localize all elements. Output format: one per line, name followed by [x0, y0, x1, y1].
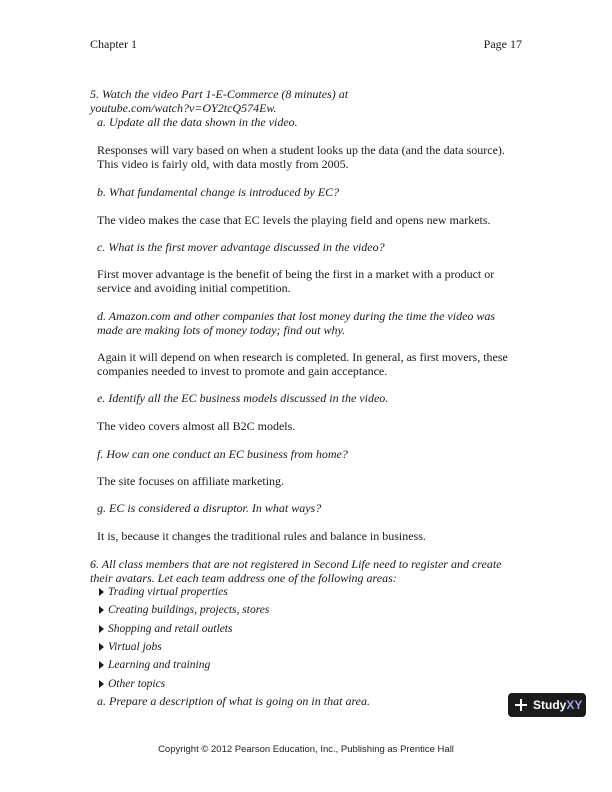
q5-line1: 5. Watch the video Part 1-E-Commerce (8 minutes) at — [90, 87, 349, 101]
list-item — [98, 659, 210, 671]
q5-d-2: made are making lots of money today; find out why. — [97, 323, 346, 337]
list-item-label: Other topics — [108, 678, 166, 690]
q5-a-answer-2: This video is fairly old, with data mostly from 2005. — [97, 157, 349, 171]
list-item-label: Learning and training — [108, 659, 211, 671]
q5-c-answer-1: First mover advantage is the benefit of being the first in a market with a product or — [97, 267, 495, 281]
arrow-bullet-icon — [98, 587, 106, 597]
badge-label-study: Study — [533, 698, 567, 712]
list-item-label: Trading virtual properties — [108, 586, 228, 598]
q5-f-answer: The site focuses on affiliate marketing. — [97, 474, 285, 488]
arrow-bullet-icon — [98, 624, 106, 634]
q5-e-answer: The video covers almost all B2C models. — [97, 419, 296, 433]
header-page-number: Page 17 — [483, 37, 522, 51]
arrow-bullet-icon — [98, 679, 106, 689]
q5-f: f. How can one conduct an EC business from home? — [97, 447, 348, 461]
q5-d-answer-1: Again it will depend on when research is completed. In general, as first movers, these — [97, 350, 508, 364]
q5-a: a. Update all the data shown in the video. — [97, 115, 298, 129]
list-item-label: Shopping and retail outlets — [108, 623, 233, 635]
q5-line2: youtube.com/watch?v=OY2tcQ574Ew. — [90, 101, 277, 115]
q5-c: c. What is the first mover advantage discussed in the video? — [97, 240, 385, 254]
studyxy-badge[interactable] — [508, 693, 586, 717]
plus-icon — [515, 699, 527, 711]
q6-a: a. Prepare a description of what is going on in that area. — [97, 694, 370, 708]
q5-a-answer-1: Responses will vary based on when a student looks up the data (and the data source). — [97, 143, 505, 157]
q5-g: g. EC is considered a disruptor. In what ways? — [97, 501, 322, 515]
list-item — [98, 623, 232, 635]
q5-c-answer-2: service and avoiding initial competition. — [97, 281, 291, 295]
q5-e: e. Identify all the EC business models discussed in the video. — [97, 391, 389, 405]
arrow-bullet-icon — [98, 605, 106, 615]
badge-label-xy: XY — [566, 698, 583, 712]
q5-d-answer-2: companies needed to invest to promote and gain acceptance. — [97, 364, 388, 378]
q5-b-answer: The video makes the case that EC levels the playing field and opens new markets. — [97, 213, 491, 227]
q6-line1: 6. All class members that are not registered in Second Life need to register and create — [90, 557, 502, 571]
q5-b: b. What fundamental change is introduced by EC? — [97, 185, 340, 199]
arrow-bullet-icon — [98, 660, 106, 670]
q5-g-answer: It is, because it changes the traditional rules and balance in business. — [97, 529, 426, 543]
q5-d-1: d. Amazon.com and other companies that lost money during the time the video was — [97, 309, 496, 323]
list-item — [98, 641, 162, 653]
arrow-bullet-icon — [98, 642, 106, 652]
header-chapter: Chapter 1 — [90, 37, 137, 51]
copyright-footer: Copyright © 2012 Pearson Education, Inc., Publishing as Prentice Hall — [158, 744, 454, 755]
q6-line2: their avatars. Let each team address one of the following areas: — [90, 571, 397, 585]
list-item-label: Creating buildings, projects, stores — [108, 604, 270, 616]
list-item — [98, 586, 228, 598]
list-item — [98, 604, 269, 616]
list-item — [98, 678, 165, 690]
list-item-label: Virtual jobs — [108, 641, 162, 653]
